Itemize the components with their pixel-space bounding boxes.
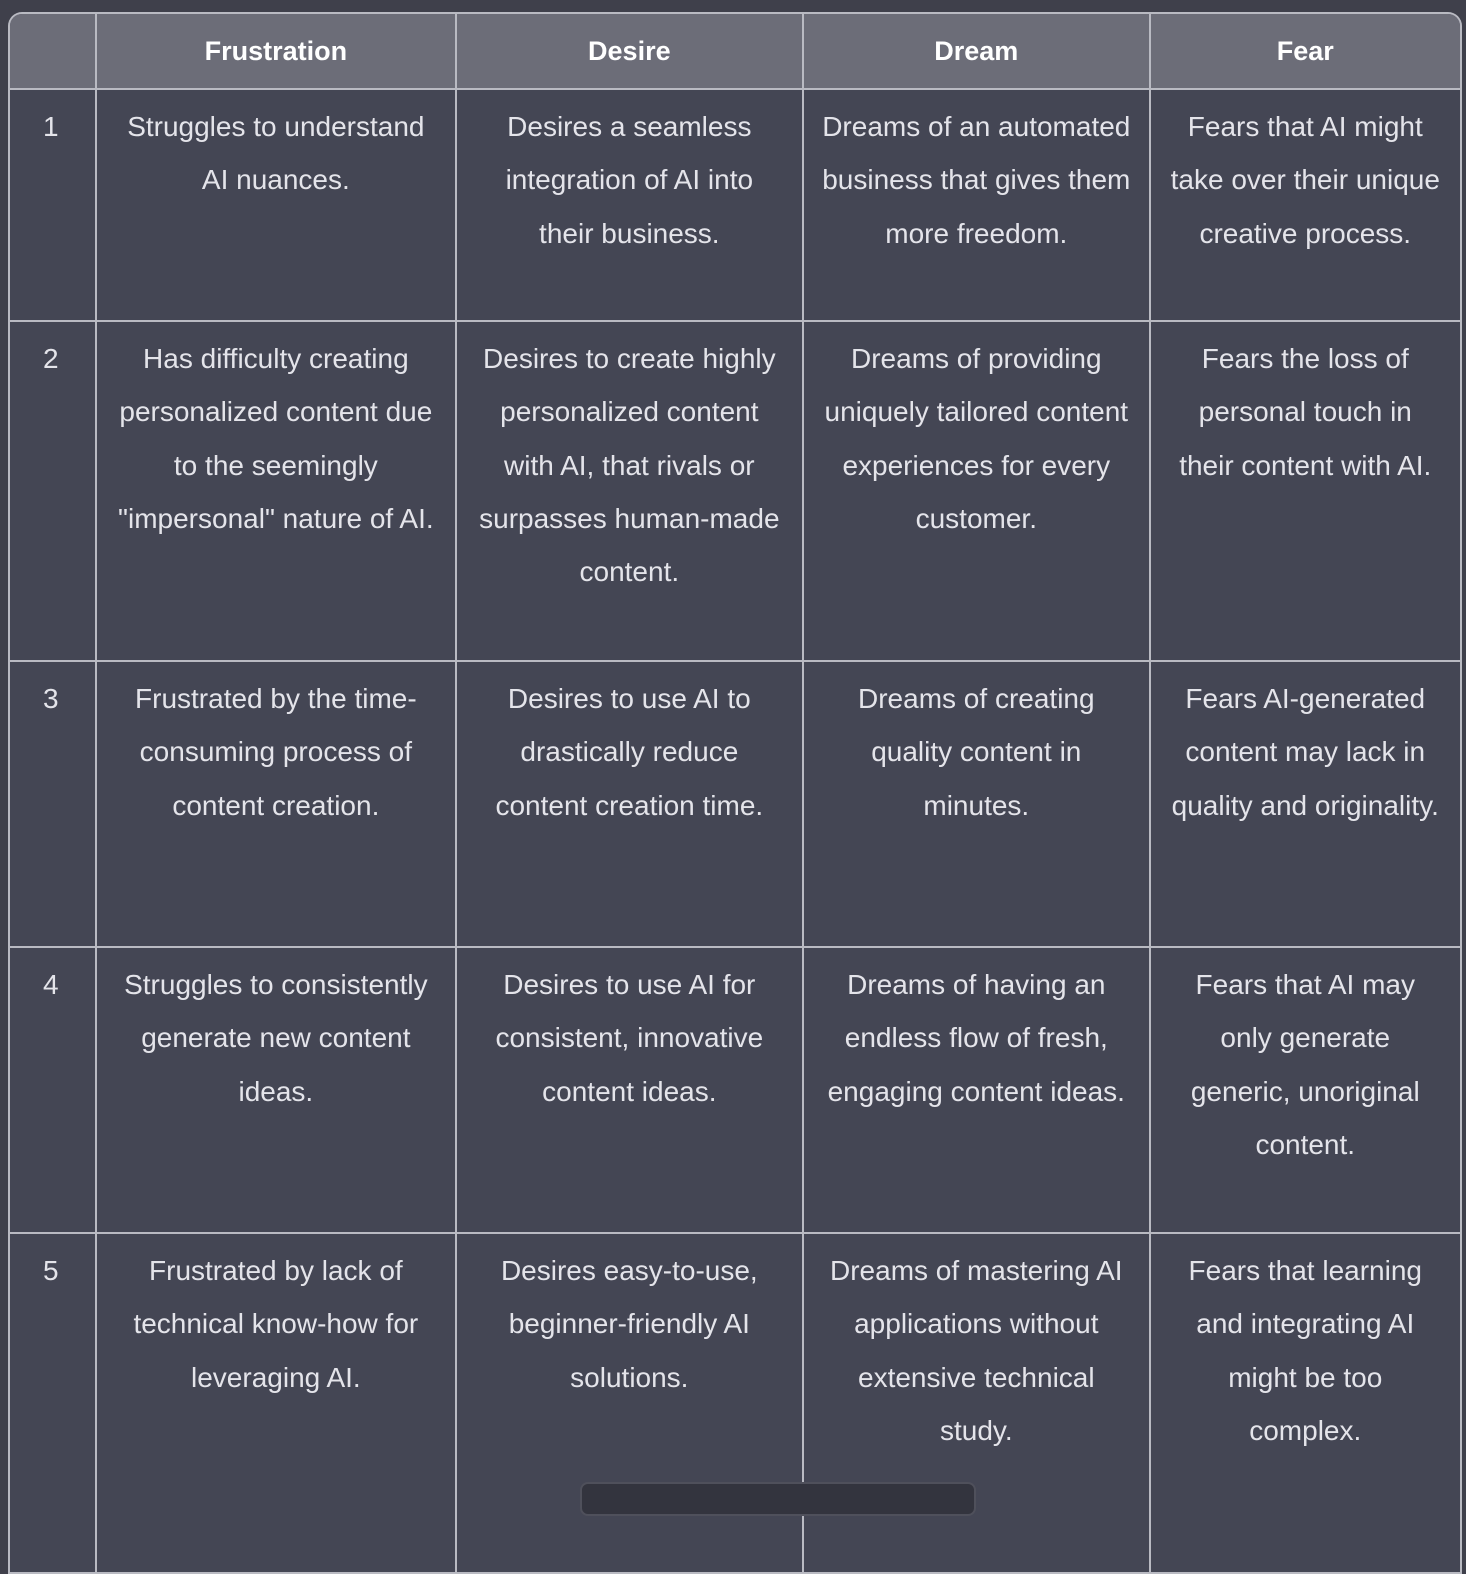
cell-dream: Dreams of creating quality content in minutes.: [803, 661, 1149, 947]
row-number: 4: [10, 947, 96, 1233]
persona-table-container: [8, 12, 1462, 1574]
cell-fear: Fears that learning and integrating AI might be too complex.: [1150, 1233, 1460, 1573]
cell-dream: Dreams of mastering AI applications without extensive technical study.: [803, 1233, 1149, 1573]
table-row: [10, 947, 1460, 1233]
persona-table: [10, 14, 1460, 1574]
cell-desire: Desires easy-to-use, beginner-friendly AI solutions.: [456, 1233, 803, 1573]
header-fear: Fear: [1150, 14, 1460, 89]
cell-frustration: Frustrated by the time-consuming process of content creation.: [96, 661, 455, 947]
header-index: [10, 14, 96, 89]
row-number: 3: [10, 661, 96, 947]
cell-fear: Fears the loss of personal touch in their content with AI.: [1150, 321, 1460, 661]
cell-dream: Dreams of having an endless flow of fresh, engaging content ideas.: [803, 947, 1149, 1233]
cell-fear: Fears that AI might take over their unique creative process.: [1150, 89, 1460, 321]
row-number: 2: [10, 321, 96, 661]
cell-fear: Fears AI-generated content may lack in quality and originality.: [1150, 661, 1460, 947]
header-dream: Dream: [803, 14, 1149, 89]
table-row: [10, 661, 1460, 947]
cell-fear: Fears that AI may only generate generic, unoriginal content.: [1150, 947, 1460, 1233]
cell-desire: Desires a seamless integration of AI into their business.: [456, 89, 803, 321]
cell-dream: Dreams of an automated business that gives them more freedom.: [803, 89, 1149, 321]
row-number: 5: [10, 1233, 96, 1573]
table-row: [10, 89, 1460, 321]
header-frustration: Frustration: [96, 14, 455, 89]
horizontal-scrollbar[interactable]: [580, 1482, 976, 1516]
cell-desire: Desires to create highly personalized content with AI, that rivals or surpasses human-made content.: [456, 321, 803, 661]
cell-dream: Dreams of providing uniquely tailored content experiences for every customer.: [803, 321, 1149, 661]
header-desire: Desire: [456, 14, 803, 89]
cell-desire: Desires to use AI for consistent, innovative content ideas.: [456, 947, 803, 1233]
cell-frustration: Struggles to understand AI nuances.: [96, 89, 455, 321]
cell-frustration: Frustrated by lack of technical know-how for leveraging AI.: [96, 1233, 455, 1573]
header-row: [10, 14, 1460, 89]
cell-frustration: Has difficulty creating personalized content due to the seemingly "impersonal" nature of AI.: [96, 321, 455, 661]
cell-desire: Desires to use AI to drastically reduce content creation time.: [456, 661, 803, 947]
table-row: [10, 321, 1460, 661]
table-row: [10, 1233, 1460, 1573]
cell-frustration: Struggles to consistently generate new content ideas.: [96, 947, 455, 1233]
row-number: 1: [10, 89, 96, 321]
